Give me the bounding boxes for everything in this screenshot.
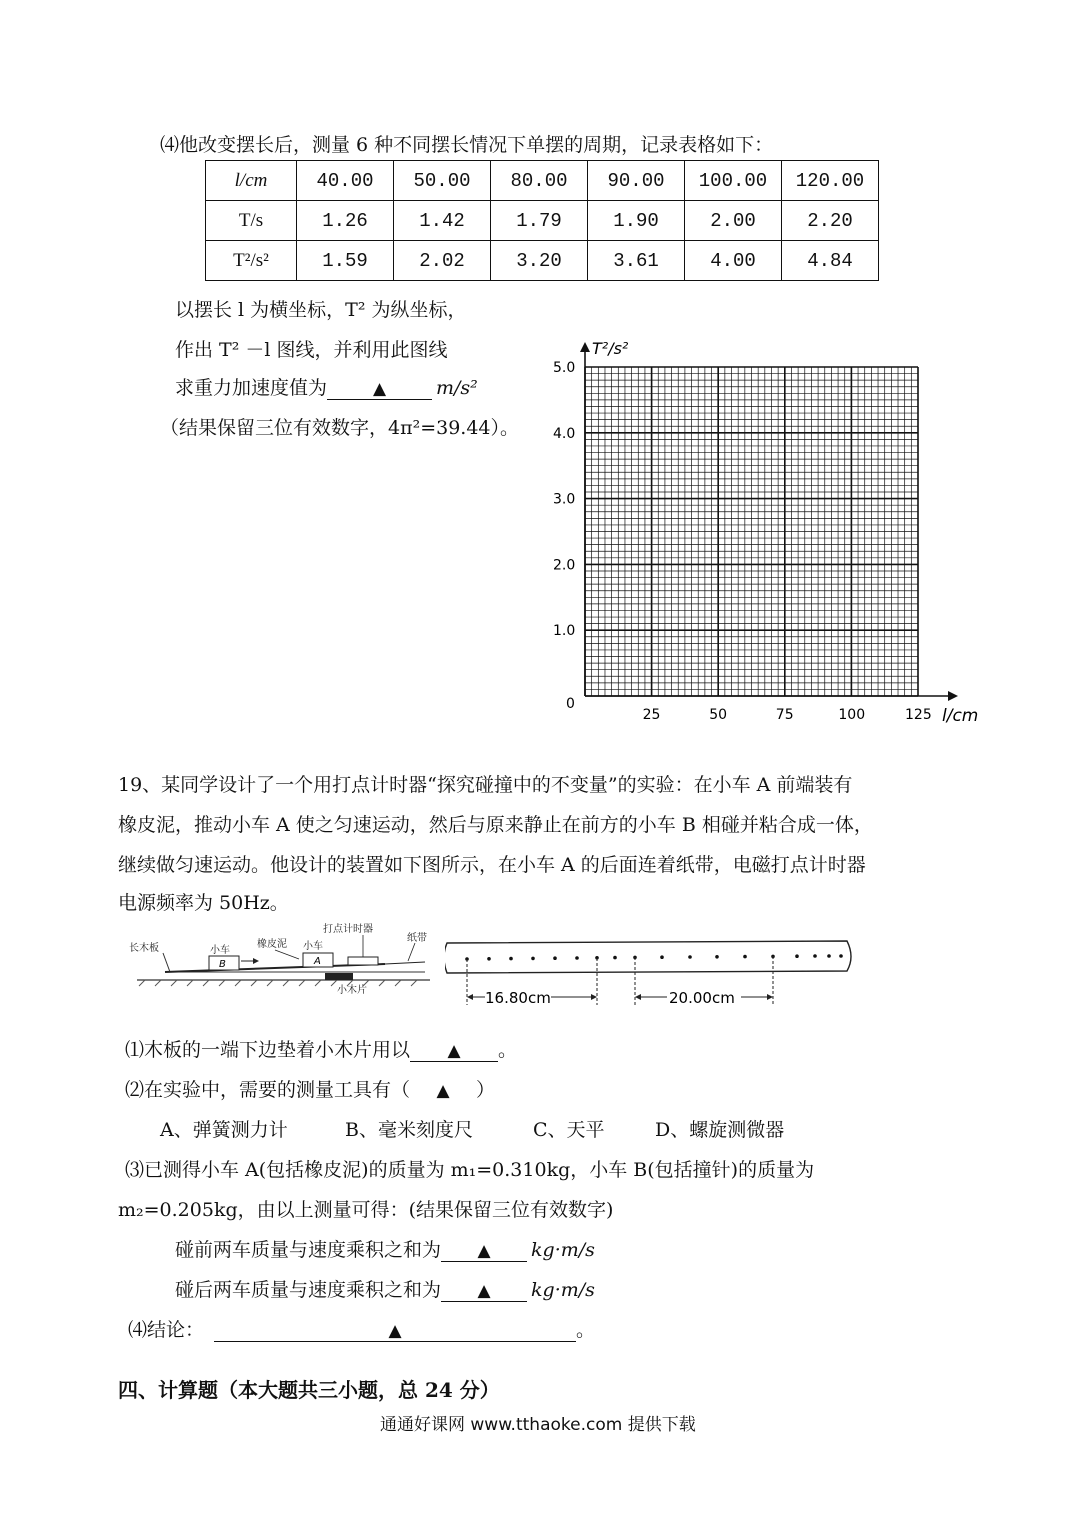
q19-line1: 19、某同学设计了一个用打点计时器“探究碰撞中的不变量”的实验：在小车 A 前端装有	[118, 774, 853, 796]
paper-tape	[445, 935, 855, 1015]
tape-dot	[795, 954, 799, 958]
header-l: l/cm	[206, 161, 297, 201]
tape-dot	[827, 954, 831, 958]
data-table	[205, 160, 879, 281]
triangle-marker: ▲	[477, 1281, 491, 1301]
triangle-marker: ▲	[388, 1321, 402, 1341]
x-axis-arrow	[948, 691, 958, 701]
tape-dot	[743, 955, 747, 959]
q19-part1-text: ⑴木板的一端下边垫着小木片用以	[125, 1039, 411, 1061]
answer-blank-before[interactable]	[441, 1240, 527, 1262]
cell: 4.00	[685, 241, 782, 281]
cell: 80.00	[491, 161, 588, 201]
q19-part4	[128, 1315, 595, 1342]
y-tick-label: 4.0	[553, 425, 576, 442]
tape-dot	[613, 956, 617, 960]
option-c: C、天平	[533, 1119, 605, 1141]
cell: 50.00	[394, 161, 491, 201]
option-b: B、毫米刻度尺	[345, 1119, 473, 1141]
q19-part2-text: ⑵在实验中，需要的测量工具有（	[125, 1079, 411, 1101]
tape-dot	[715, 955, 719, 959]
timer-body	[348, 957, 378, 965]
x-axis-label: l/cm	[942, 706, 979, 726]
triangle-marker: ▲	[447, 1041, 461, 1061]
q18-line3	[175, 373, 478, 400]
q19-part2	[125, 1075, 495, 1102]
q19-before	[175, 1235, 595, 1262]
cell: 1.42	[394, 201, 491, 241]
wedge-block	[325, 973, 353, 980]
tape-dot	[839, 954, 843, 958]
q19-line4: 电源频率为 50Hz。	[118, 892, 289, 914]
y-axis-label: T²/s²	[592, 339, 629, 358]
q19-part3-line1: ⑶已测得小车 A(包括橡皮泥)的质量为 m₁=0.310kg，小车 B(包括撞针)的质量为	[125, 1159, 815, 1181]
table-row-t	[206, 201, 879, 241]
before-text: 碰前两车质量与速度乘积之和为	[175, 1239, 442, 1261]
apparatus-figure	[125, 915, 455, 1020]
distance-1: 16.80cm	[485, 989, 551, 1007]
tape-outline	[445, 941, 851, 973]
y-tick-label: 5.0	[553, 360, 576, 376]
cell: 90.00	[588, 161, 685, 201]
q19-part2-end: ）	[476, 1079, 496, 1101]
cell: 2.02	[394, 241, 491, 281]
cell: 120.00	[782, 161, 879, 201]
tape-dot	[688, 955, 692, 959]
cell: 3.61	[588, 241, 685, 281]
x-tick-label: 100	[838, 707, 866, 723]
cart-a-letter: A	[314, 956, 321, 967]
q18-line3-prefix: 求重力加速度值为	[175, 377, 328, 399]
triangle-marker: ▲	[372, 379, 387, 399]
tape-dot	[531, 957, 535, 961]
tape-dot	[553, 956, 557, 960]
option-a: A、弹簧测力计	[160, 1119, 288, 1141]
q18-line1: 以摆长 l 为横坐标，T² 为纵坐标，	[175, 299, 467, 321]
tape-dot	[813, 954, 817, 958]
header-t2: T²/s²	[206, 241, 297, 281]
triangle-marker: ▲	[477, 1241, 491, 1261]
label-cart2: 小车	[303, 941, 323, 952]
cell: 40.00	[297, 161, 394, 201]
x-tick-label: 75	[775, 707, 794, 723]
tape-dot	[509, 957, 513, 961]
cell: 4.84	[782, 241, 879, 281]
board-pointer	[163, 953, 425, 972]
triangle-marker: ▲	[436, 1081, 450, 1101]
table-row-t2	[206, 241, 879, 281]
cart-b-letter: B	[219, 959, 226, 970]
answer-blank-1[interactable]	[410, 1040, 498, 1062]
label-cart: 小车	[210, 945, 230, 956]
unit-momentum: kg·m/s	[531, 1279, 595, 1301]
answer-blank-g[interactable]	[327, 378, 432, 400]
y-tick-label: 1.0	[553, 623, 576, 640]
y-tick-label: 2.0	[553, 557, 576, 574]
unit-ms2: m/s²	[436, 377, 478, 399]
conclusion-label: ⑷结论：	[128, 1319, 205, 1341]
table-row-l	[206, 161, 879, 201]
q19-after	[175, 1275, 595, 1302]
label-board: 长木板	[129, 943, 159, 954]
x-tick-label: 50	[709, 707, 728, 723]
y-axis-arrow	[580, 342, 590, 352]
label-clay: 橡皮泥	[257, 939, 287, 950]
option-d: D、螺旋测微器	[655, 1119, 785, 1141]
q18-line4: （结果保留三位有效数字，4π²=39.44）。	[160, 417, 520, 439]
answer-blank-conclusion[interactable]	[214, 1320, 576, 1342]
cell: 2.20	[782, 201, 879, 241]
cell: 2.00	[685, 201, 782, 241]
tape-dot	[660, 955, 664, 959]
tick-labels	[553, 360, 932, 723]
label-tape: 纸带	[407, 933, 427, 944]
origin-label: 0	[566, 696, 575, 712]
label-wedge: 小木片	[337, 985, 367, 996]
q19-line2: 橡皮泥，推动小车 A 使之匀速运动，然后与原来静止在前方的小车 B 相碰并粘合成一体，	[118, 814, 873, 836]
grid-fine	[585, 367, 918, 696]
label-timer: 打点计时器	[323, 924, 373, 935]
q19-part1	[125, 1035, 517, 1062]
graph-paper-chart	[540, 330, 990, 730]
cell: 1.90	[588, 201, 685, 241]
q19-part1-end: 。	[498, 1039, 518, 1061]
after-text: 碰后两车质量与速度乘积之和为	[175, 1279, 442, 1301]
cell: 1.59	[297, 241, 394, 281]
header-t: T/s	[206, 201, 297, 241]
tape-dot	[575, 956, 579, 960]
tape-dot	[487, 957, 491, 961]
q18-line2: 作出 T² －l 图线，并利用此图线	[175, 339, 448, 361]
section-heading: 四、计算题（本大题共三小题，总 24 分）	[118, 1378, 500, 1402]
answer-blank-after[interactable]	[441, 1280, 527, 1302]
x-tick-label: 25	[642, 707, 661, 723]
cell: 100.00	[685, 161, 782, 201]
q19-part3-line2: m₂=0.205kg，由以上测量可得：(结果保留三位有效数字)	[118, 1199, 614, 1221]
conclusion-end: 。	[576, 1319, 596, 1341]
distance-2: 20.00cm	[669, 989, 735, 1007]
footer-text: 通通好课网 www.tthaoke.com 提供下载	[380, 1415, 696, 1435]
cell: 1.79	[491, 201, 588, 241]
cell: 3.20	[491, 241, 588, 281]
q19-line3: 继续做匀速运动。他设计的装置如下图所示，在小车 A 的后面连着纸带，电磁打点计时器	[118, 854, 866, 876]
x-tick-label: 125	[905, 707, 932, 723]
y-tick-label: 3.0	[553, 491, 576, 508]
tape-line	[385, 962, 425, 964]
q18-intro: ⑷他改变摆长后，测量 6 种不同摆长情况下单摆的周期，记录表格如下：	[160, 134, 774, 156]
answer-choice-2[interactable]	[410, 1079, 476, 1101]
unit-momentum: kg·m/s	[531, 1239, 595, 1261]
cell: 1.26	[297, 201, 394, 241]
